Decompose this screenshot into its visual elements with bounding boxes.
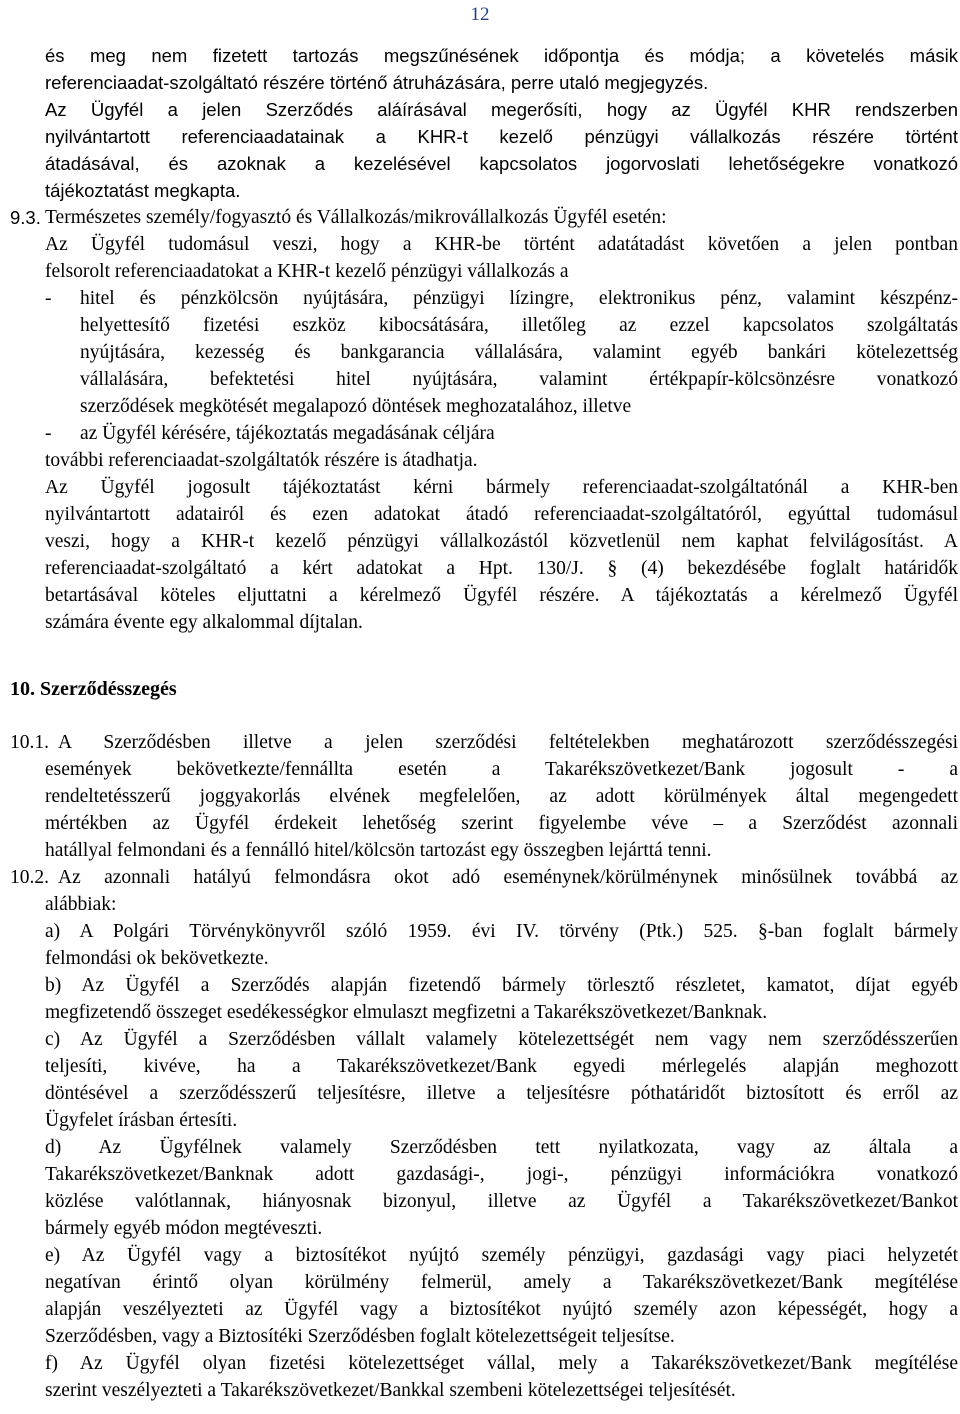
item-e-line: Szerződésben, vagy a Biztosítéki Szerződésben foglalt kötelezettségeit teljesítse. [45, 1326, 675, 1347]
item-b-line: b) Az Ügyfél a Szerződés alapján fizetendő bármely törlesztő részletet, kamatot, díjat egyéb [45, 975, 958, 996]
item-a-line: felmondási ok bekövetkezte. [45, 948, 269, 969]
sec9-3-para-line: betartásával köteles eljuttatni a kérelmező Ügyfél részére. A tájékoztatás a kérelmező Ügyfél [45, 585, 958, 606]
bullet-dash: - [45, 423, 52, 444]
sec9-3-intro-line: Az Ügyfél tudomásul veszi, hogy a KHR-be történt adatátadást követően a jelen pontban [45, 234, 958, 255]
sec9-2-line: és meg nem fizetett tartozás megszűnésének időpontja és módja; a követelés másik [45, 45, 958, 66]
sec9-3-para-line: veszi, hogy a KHR-t kezelő pénzügyi vállalkozástól közvetlenül nem kaphat felvilágosítást. A [45, 531, 958, 552]
sec10-1-line: hatállyal felmondani és a fennálló hitel/kölcsön tartozást egy összegben lejárttá tenni. [45, 840, 712, 861]
sec9-2-line: referenciaadat-szolgáltató részére történő átruházására, perre utaló megjegyzés. [45, 72, 709, 93]
sec9-2-line: nyilvántartott referenciaadatainak a KHR-t kezelő pénzügyi vállalkozás részére történt [45, 126, 958, 147]
sec9-3-para-line: referenciaadat-szolgáltató a kért adatokat a Hpt. 130/J. § (4) bekezdésébe foglalt határidők [45, 558, 958, 579]
item-e-line: e) Az Ügyfél vagy a biztosítékot nyújtó személy pénzügyi, gazdasági vagy piaci helyzetét [45, 1245, 958, 1266]
item-c-line: c) Az Ügyfél a Szerződésben vállalt valamely kötelezettségét nem vagy nem szerződésszerűen [45, 1029, 958, 1050]
sec9-3-para-line: Az Ügyfél jogosult tájékoztatást kérni bármely referenciaadat-szolgáltatónál a KHR-ben [45, 477, 958, 498]
item-c-line: döntésével a szerződésszerű teljesítésre, illetve a teljesítésre póthatáridőt biztosított és erről az [45, 1083, 958, 1104]
page-number: 12 [470, 4, 490, 25]
bullet1-line: vállalására, befektetési hitel nyújtására, valamint értékpapír-kölcsönzésre vonatkozó [80, 369, 958, 390]
section-10-heading: 10. Szerződésszegés [10, 678, 177, 700]
sec10-2-line: Az azonnali hatályú felmondásra okot adó eseménynek/körülménynek minősülnek továbbá az [58, 867, 958, 888]
sec10-1-line: A Szerződésben illetve a jelen szerződési feltételekben meghatározott szerződésszegési [58, 732, 958, 753]
item-d-line: d) Az Ügyfélnek valamely Szerződésben tett nyilatkozata, vagy az általa a [45, 1137, 958, 1158]
sec9-3-intro-line: felsorolt referenciaadatokat a KHR-t kezelő pénzügyi vállalkozás a [45, 261, 569, 282]
sec9-3-number: 9.3. [10, 207, 41, 228]
item-d-line: bármely egyéb módon megtéveszti. [45, 1218, 323, 1239]
item-f-line: f) Az Ügyfél olyan fizetési kötelezettséget vállal, mely a Takarékszövetkezet/Bank megítélése [45, 1353, 958, 1374]
sec9-3-title: Természetes személy/fogyasztó és Vállalkozás/mikrovállalkozás Ügyfél esetén: [45, 207, 667, 228]
bullet1-line: helyettesítő fizetési eszköz kibocsátására, illetőleg az ezzel kapcsolatos szolgáltatás [80, 315, 958, 336]
item-a-line: a) A Polgári Törvénykönyvről szóló 1959. évi IV. törvény (Ptk.) 525. §-ban foglalt bármely [45, 921, 958, 942]
bullet1-line: szerződések megkötését megalapozó döntések meghozatalához, illetve [80, 396, 632, 417]
sec10-1-line: események bekövetkezte/fennállta esetén a Takarékszövetkezet/Bank jogosult - a [45, 759, 958, 780]
bullet1-line: hitel és pénzkölcsön nyújtására, pénzügyi lízingre, elektronikus pénz, valamint készpénz- [80, 288, 958, 309]
sec10-2-line: alábbiak: [45, 894, 117, 915]
item-c-line: Ügyfelet írásban értesíti. [45, 1110, 238, 1131]
bullet-dash: - [45, 288, 52, 309]
bullet2-line: az Ügyfél kérésére, tájékoztatás megadásának céljára [80, 423, 495, 444]
sec9-3-para-line: nyilvántartott adatairól és ezen adatokat átadó referenciaadat-szolgáltatóról, egyúttal tudomásul [45, 504, 958, 525]
sec9-2-line: átadásával, és azoknak a kezelésével kapcsolatos jogorvoslati lehetőségekre vonatkozó [45, 153, 958, 174]
sec10-1-line: mértékben az Ügyfél érdekeit lehetőség szerint figyelembe véve – a Szerződést azonnali [45, 813, 958, 834]
sec10-1-number: 10.1. [10, 732, 49, 753]
item-d-line: Takarékszövetkezet/Banknak adott gazdasági-, jogi-, pénzügyi információkra vonatkozó [45, 1164, 958, 1185]
sec10-1-line: rendeltetésszerű joggyakorlás elvének megfelelően, az adott körülmények által megengedett [45, 786, 958, 807]
sec10-2-number: 10.2. [10, 867, 49, 888]
sec9-2-line: Az Ügyfél a jelen Szerződés aláírásával megerősíti, hogy az Ügyfél KHR rendszerben [45, 99, 958, 120]
item-d-line: közlése valótlannak, hiányosnak bizonyul, illetve az Ügyfél a Takarékszövetkezet/Bankot [45, 1191, 958, 1212]
item-f-line: szerint veszélyezteti a Takarékszövetkezet/Bankkal szembeni kötelezettségei teljesítését. [45, 1380, 736, 1401]
bullet1-line: nyújtására, kezesség és bankgarancia vállalására, valamint egyéb bankári kötelezettség [80, 342, 958, 363]
item-e-line: alapján veszélyezteti az Ügyfél vagy a biztosítékot nyújtó személy azon képességét, hogy a [45, 1299, 958, 1320]
item-b-line: megfizetendő összeget esedékességkor elmulaszt megfizetni a Takarékszövetkezet/Banknak. [45, 1002, 768, 1023]
item-c-line: teljesíti, kivéve, ha a Takarékszövetkezet/Bank egyedi mérlegelés alapján meghozott [45, 1056, 958, 1077]
sec9-3-para-line: számára évente egy alkalommal díjtalan. [45, 612, 363, 633]
sec9-3-after: további referenciaadat-szolgáltatók részére is átadhatja. [45, 450, 478, 471]
item-e-line: negatívan érintő olyan körülmény felmerül, amely a Takarékszövetkezet/Bank megítélése [45, 1272, 958, 1293]
sec9-2-line: tájékoztatást megkapta. [45, 180, 241, 201]
